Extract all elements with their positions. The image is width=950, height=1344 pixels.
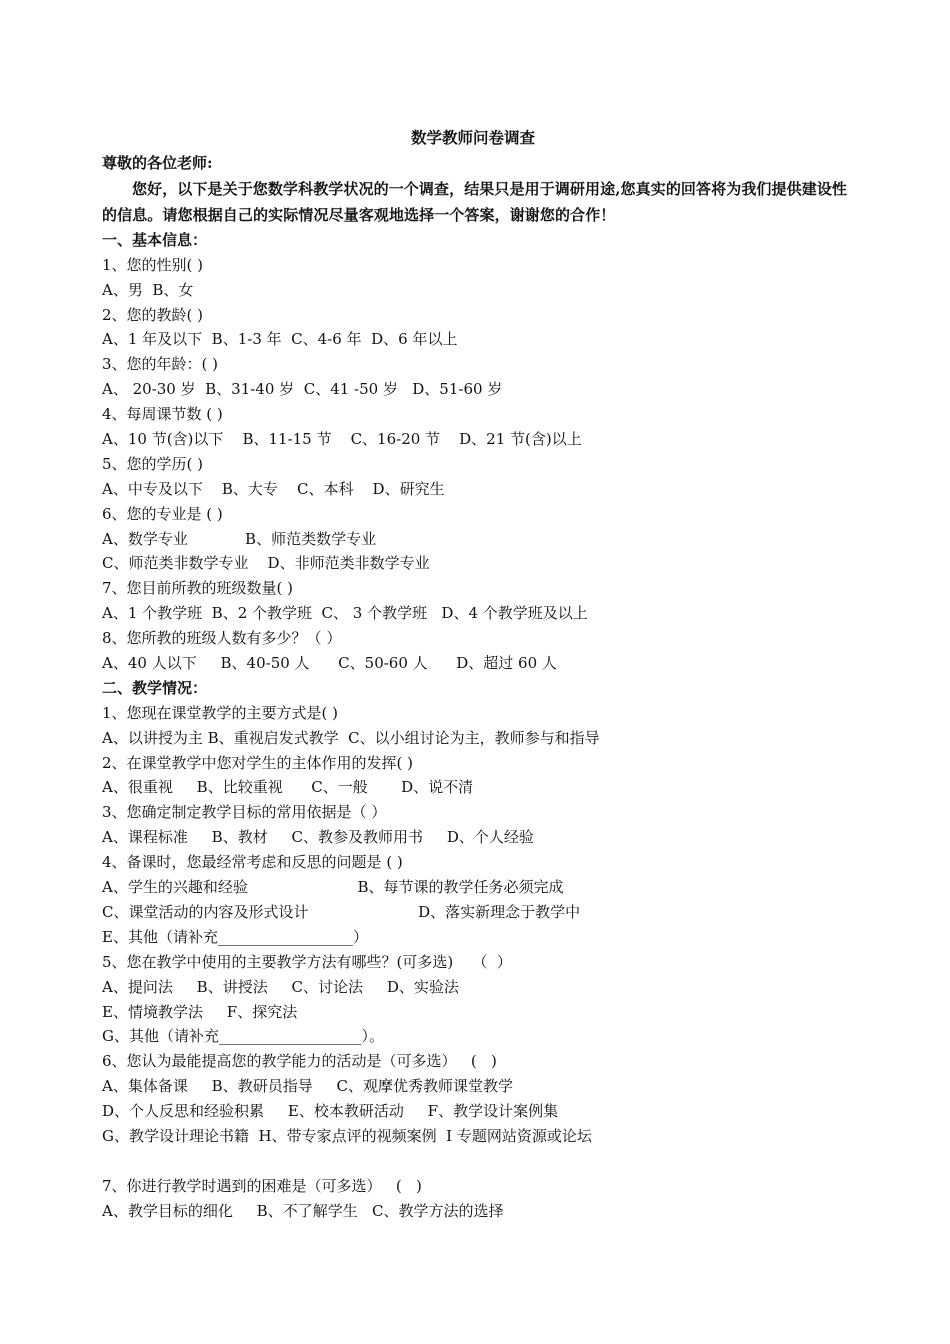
question-block xyxy=(102,303,850,353)
options-lesson-prep: E、其他（请补充__________________） xyxy=(102,927,368,946)
options-major: C、师范类非数学专业 D、非师范类非数学专业 xyxy=(102,554,430,573)
question-block xyxy=(102,751,850,801)
section-teaching-heading: 二、教学情况： xyxy=(102,678,208,697)
question-block xyxy=(102,850,850,950)
greeting: 尊敬的各位老师: xyxy=(102,154,213,172)
options-age: A、 20-30 岁 B、31-40 岁 C、41 -50 岁 D、51-60 岁 xyxy=(102,380,503,399)
question-block xyxy=(102,352,850,402)
question-block xyxy=(102,576,850,626)
question-block xyxy=(102,502,850,577)
question-teaching-methods: 5、您在教学中使用的主要教学方法有哪些？(可多选) （ ） xyxy=(102,952,512,971)
options-ability-activities: A、集体备课 B、教研员指导 C、观摩优秀教师课堂教学 xyxy=(102,1077,514,1096)
blank-line xyxy=(102,1149,850,1174)
question-block xyxy=(102,701,850,751)
options-teaching-methods: G、其他（请补充___________________）。 xyxy=(102,1027,384,1046)
section-basic-info-heading: 一、基本信息： xyxy=(102,230,208,249)
options-lesson-prep: C、课堂活动的内容及形式设计 D、落实新理念于教学中 xyxy=(102,902,581,921)
question-ability-activities: 6、您认为最能提高您的教学能力的活动是（可多选） ( ) xyxy=(102,1052,497,1071)
question-class-count: 7、您目前所教的班级数量( ) xyxy=(102,579,294,598)
options-teaching-mode: A、以讲授为主 B、重视启发式教学 C、以小组讨论为主，教师参与和指导 xyxy=(102,728,600,747)
question-lesson-prep: 4、备课时，您最经常考虑和反思的问题是 ( ) xyxy=(102,853,403,872)
question-student-role: 2、在课堂教学中您对学生的主体作用的发挥( ) xyxy=(102,753,414,772)
options-ability-activities: D、个人反思和经验积累 E、校本教研活动 F、教学设计案例集 xyxy=(102,1102,559,1121)
question-major: 6、您的专业是 ( ) xyxy=(102,504,223,523)
question-block xyxy=(102,452,850,502)
question-goal-basis: 3、您确定制定教学目标的常用依据是（ ） xyxy=(102,803,387,822)
question-difficulties: 7、你进行教学时遇到的困难是（可多选） ( ) xyxy=(102,1176,422,1195)
intro-paragraph: 您好，以下是关于您数学科教学状况的一个调查，结果只是用于调研用途,您真实的回答将为我们提供建设性的信息。请您根据自己的实际情况尽量客观地选择一个答案，谢谢您的合作！ xyxy=(102,179,848,224)
question-education: 5、您的学历( ) xyxy=(102,454,204,473)
options-weekly-lessons: A、10 节(含)以下 B、11-15 节 C、16-20 节 D、21 节(含)以上 xyxy=(102,430,582,449)
question-block xyxy=(102,402,850,452)
options-class-size: A、40 人以下 B、40-50 人 C、50-60 人 D、超过 60 人 xyxy=(102,654,557,673)
question-age: 3、您的年龄：( ) xyxy=(102,355,219,374)
question-class-size: 8、您所教的班级人数有多少？（ ） xyxy=(102,629,342,648)
question-teaching-mode: 1、您现在课堂教学的主要方式是( ) xyxy=(102,703,339,722)
options-teaching-years: A、1 年及以下 B、1-3 年 C、4-6 年 D、6 年以上 xyxy=(102,330,458,349)
options-teaching-methods: E、情境教学法 F、探究法 xyxy=(102,1002,298,1021)
question-block xyxy=(102,1049,850,1149)
question-block xyxy=(102,950,850,1050)
options-major: A、数学专业 B、师范类数学专业 xyxy=(102,529,377,548)
options-student-role: A、很重视 B、比较重视 C、一般 D、说不清 xyxy=(102,778,474,797)
options-ability-activities: G、教学设计理论书籍 H、带专家点评的视频案例 I 专题网站资源或论坛 xyxy=(102,1126,592,1145)
question-block xyxy=(102,253,850,303)
options-gender: A、男 B、女 xyxy=(102,280,194,299)
options-lesson-prep: A、学生的兴趣和经验 B、每节课的教学任务必须完成 xyxy=(102,878,564,897)
options-class-count: A、1 个教学班 B、2 个教学班 C、 3 个教学班 D、4 个教学班及以上 xyxy=(102,604,588,623)
question-teaching-years: 2、您的教龄( ) xyxy=(102,305,204,324)
question-gender: 1、您的性别( ) xyxy=(102,255,204,274)
questionnaire-body xyxy=(102,124,850,1224)
question-weekly-lessons: 4、每周课节数 ( ) xyxy=(102,405,223,424)
options-difficulties: A、教学目标的细化 B、不了解学生 C、教学方法的选择 xyxy=(102,1201,504,1220)
options-goal-basis: A、课程标准 B、教材 C、教参及教师用书 D、个人经验 xyxy=(102,828,534,847)
question-block xyxy=(102,800,850,850)
document-title: 数学教师问卷调查 xyxy=(410,128,535,147)
question-block xyxy=(102,626,850,676)
question-block xyxy=(102,1174,850,1224)
options-education: A、中专及以下 B、大专 C、本科 D、研究生 xyxy=(102,479,445,498)
options-teaching-methods: A、提问法 B、讲授法 C、讨论法 D、实验法 xyxy=(102,977,459,996)
